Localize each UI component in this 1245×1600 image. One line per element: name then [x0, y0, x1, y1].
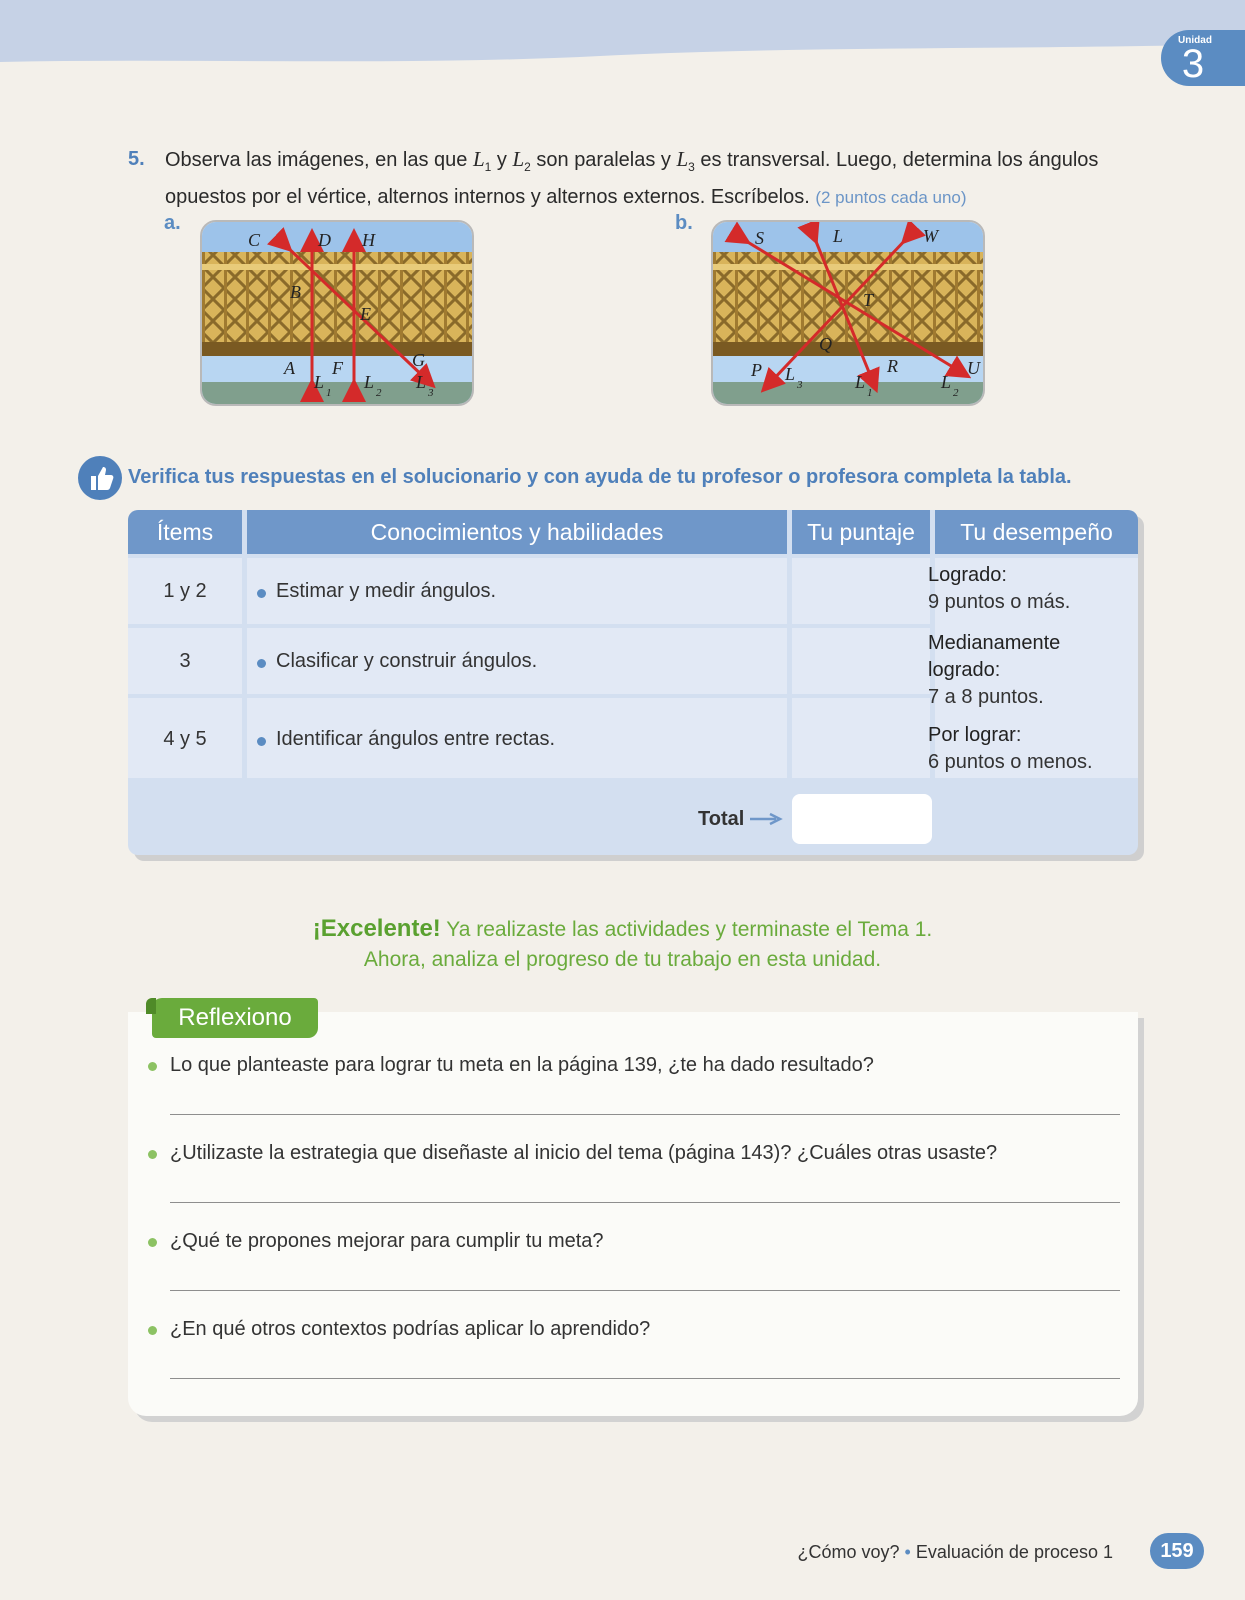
medium-label-1: Medianamente: [928, 632, 1061, 654]
point-p: P: [751, 360, 762, 380]
achieved-label: Logrado: [928, 564, 1002, 586]
point-h: H: [362, 230, 375, 250]
point-c: C: [248, 230, 261, 250]
answer-line-1[interactable]: [170, 1114, 1120, 1115]
pending-label: Por lograr: [928, 724, 1016, 746]
line-l3-letter: L: [676, 147, 689, 171]
answer-line-2[interactable]: [170, 1202, 1120, 1203]
row-2-skill: Clasificar y construir ángulos.: [276, 650, 538, 672]
reflexiono-question-4: ¿En qué otros contextos podrías aplicar lo aprendido?: [170, 1318, 651, 1340]
bullet-icon: [148, 1150, 157, 1159]
question-text: [165, 144, 1145, 213]
line-l2-sub: 2: [524, 160, 531, 174]
question-text-part: y: [491, 149, 513, 171]
unit-badge: [1161, 30, 1245, 86]
self-assessment-table: [128, 510, 1138, 858]
header-skills: Conocimientos y habilidades: [247, 510, 787, 554]
total-label: Total: [698, 808, 745, 830]
label-l2: L: [941, 372, 952, 392]
question-points: (2 puntos cada uno): [815, 188, 967, 207]
medium-label-2: logrado: [928, 659, 995, 681]
header-score: Tu puntaje: [792, 510, 930, 554]
point-e: E: [360, 304, 371, 324]
reflexiono-question-1: Lo que planteaste para lograr tu meta en la página 139, ¿te ha dado resultado?: [170, 1054, 874, 1076]
footer-separator: •: [904, 1542, 911, 1562]
bridge-diagram-b: [713, 222, 983, 404]
footer-subsection: Evaluación de proceso 1: [915, 1542, 1113, 1562]
thumbs-up-icon: [78, 456, 122, 500]
line-l1-letter: L: [472, 147, 485, 171]
point-f: F: [332, 358, 343, 378]
line-l1-sub: 1: [484, 160, 492, 174]
footer-section: ¿Cómo voy?: [797, 1542, 900, 1562]
table-row-3-score[interactable]: [792, 698, 930, 778]
table-body: [128, 510, 1138, 855]
point-b: B: [290, 282, 301, 302]
row-1-items: 1 y 2: [163, 580, 207, 602]
question-text-part: son paralelas y: [530, 149, 677, 171]
point-a: A: [284, 358, 295, 378]
table-row-1-score[interactable]: [792, 558, 930, 624]
label-l3: L: [785, 364, 796, 384]
label-l3-sub: 3: [428, 387, 434, 399]
reflexiono-title: Reflexiono: [152, 998, 318, 1038]
performance-pending: Por lograr: 6 puntos o menos.: [928, 724, 1093, 773]
arrow-right-icon: [750, 812, 784, 826]
torn-edge: [0, 0, 1245, 90]
excellent-line-2: Ahora, analiza el progreso de tu trabajo en esta unidad.: [363, 948, 882, 971]
answer-line-3[interactable]: [170, 1290, 1120, 1291]
row-3-items: 4 y 5: [163, 728, 207, 750]
top-band: [0, 0, 1245, 78]
reflexiono-question-2: ¿Utilizaste la estrategia que diseñaste al inicio del tema (página 143)? ¿Cuáles otras usaste?: [170, 1142, 998, 1164]
page-number: 159: [1150, 1533, 1204, 1569]
point-t: T: [863, 290, 874, 310]
point-w: W: [923, 226, 938, 246]
question-text-part: Observa las imágenes, en las que: [165, 149, 473, 171]
bullet-icon: [148, 1062, 157, 1071]
point-r: R: [887, 356, 898, 376]
bullet-icon: [148, 1326, 157, 1335]
figure-a-label: a.: [164, 212, 181, 234]
header-items: Ítems: [128, 510, 242, 554]
verify-text: Verifica tus respuestas en el solucionario y con ayuda de tu profesor o profesora completa la tabla.: [128, 466, 1072, 488]
unit-number: 3: [1181, 42, 1205, 86]
bridge-diagram-a: [202, 222, 472, 404]
label-l3-sub: 3: [797, 379, 803, 391]
header-performance: Tu desempeño: [935, 510, 1138, 554]
point-l: L: [833, 226, 844, 246]
table-row-2-score[interactable]: [792, 628, 930, 694]
point-s: S: [755, 228, 764, 248]
point-q: Q: [819, 334, 832, 354]
bullet-icon: [148, 1238, 157, 1247]
label-l2-sub: 2: [953, 387, 959, 399]
figure-a-photo: [200, 220, 474, 406]
question-text-part: es transversal. Luego, determina los ángulos opuestos por el vértice, alternos internos y alternos externos. Escríbelos.: [165, 149, 1099, 208]
pending-value: 6 puntos o menos.: [928, 751, 1093, 773]
performance-achieved: Logrado: 9 puntos o más.: [928, 564, 1071, 613]
row-3-skill: Identificar ángulos entre rectas.: [276, 728, 556, 750]
label-l1-sub: 1: [867, 387, 873, 399]
bullet-icon: [257, 659, 266, 668]
performance-medium: Medianamente logrado: 7 a 8 puntos.: [928, 632, 1061, 708]
point-u: U: [967, 358, 980, 378]
excellent-line-1: Ya realizaste las actividades y terminaste el Tema 1.: [446, 918, 933, 941]
label-l1: L: [314, 372, 325, 392]
row-2-items: 3: [179, 650, 191, 672]
verify-banner: [78, 456, 1198, 502]
reflexiono-question-3: ¿Qué te propones mejorar para cumplir tu meta?: [170, 1230, 604, 1252]
bullet-icon: [257, 737, 266, 746]
point-d: D: [318, 230, 331, 250]
line-l3-sub: 3: [688, 160, 695, 174]
label-l3: L: [416, 372, 427, 392]
row-1-skill: Estimar y medir ángulos.: [276, 580, 497, 602]
excellent-exclaim: ¡Excelente!: [312, 915, 441, 942]
label-l2: L: [364, 372, 375, 392]
excellent-message: [0, 914, 1245, 975]
achieved-value: 9 puntos o más.: [928, 591, 1071, 613]
label-l1: L: [855, 372, 866, 392]
label-l2-sub: 2: [376, 387, 382, 399]
question-number: 5.: [128, 148, 145, 170]
answer-line-4[interactable]: [170, 1378, 1120, 1379]
footer: [797, 1542, 1113, 1563]
medium-value: 7 a 8 puntos.: [928, 686, 1044, 708]
total-input[interactable]: [792, 794, 932, 844]
figure-b-photo: [711, 220, 985, 406]
point-g: G: [412, 350, 425, 370]
figure-b-label: b.: [675, 212, 693, 234]
line-l2-letter: L: [512, 147, 525, 171]
bullet-icon: [257, 589, 266, 598]
unit-label: Unidad: [1178, 35, 1212, 46]
label-l1-sub: 1: [326, 387, 332, 399]
